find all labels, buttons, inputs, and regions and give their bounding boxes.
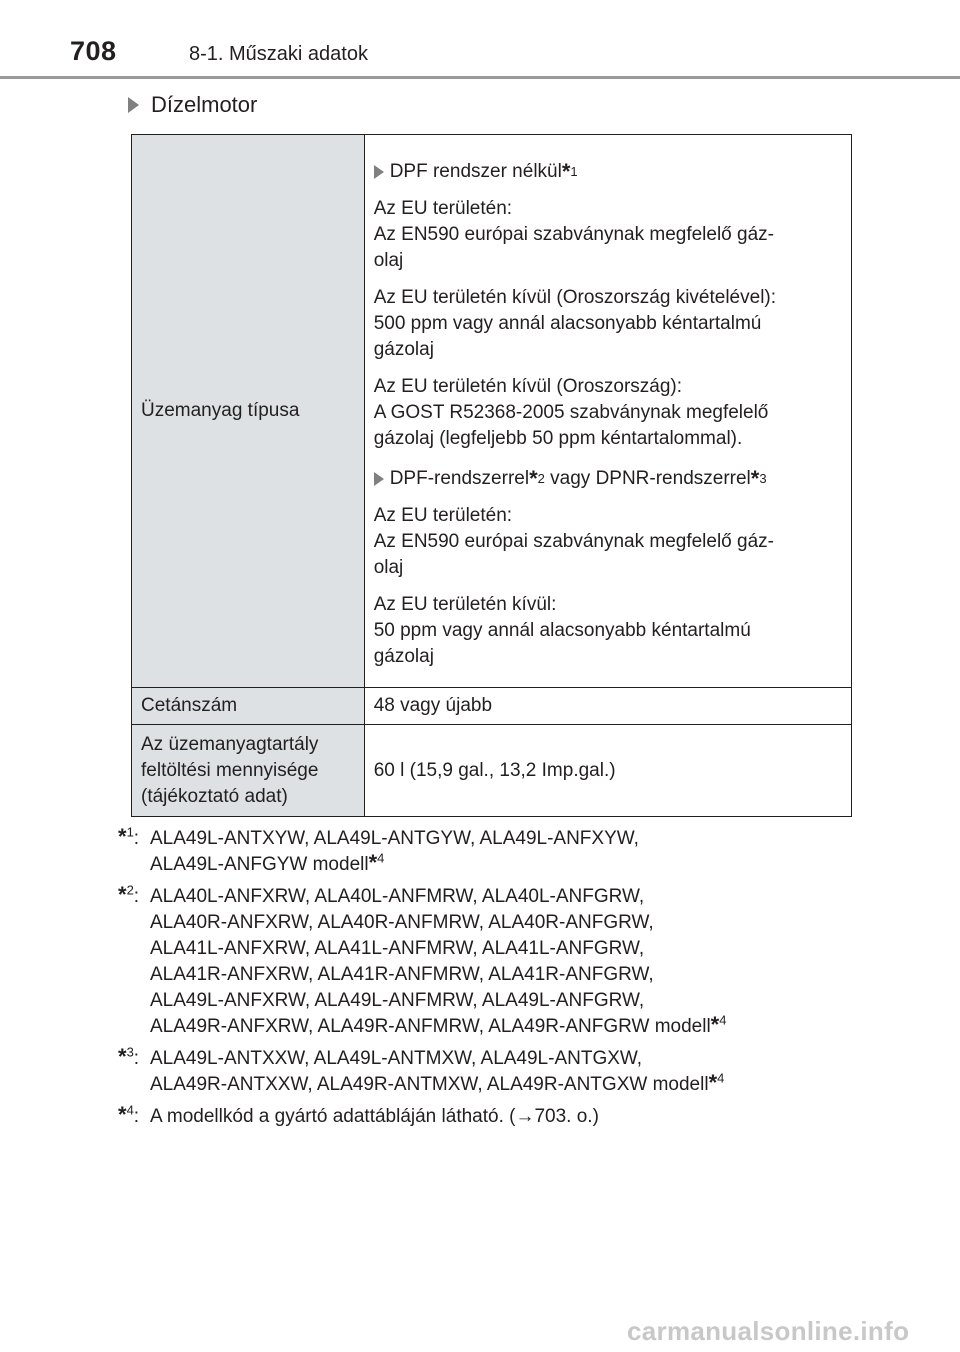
- footnote-4: *$^4$: A modellkód a gyártó adattábláján látható. (→703. o.): [118, 1102, 599, 1127]
- header-divider: [0, 76, 960, 79]
- footnote-3: *$^3$: ALA49L-ANTXXW, ALA49L-ANTMXW, ALA49L-ANTGXW, ALA49R-ANTXXW, ALA49R-ANTMXW, ALA49R-ANTGXW modell*$^4$: [118, 1044, 725, 1095]
- group1-item-3: Az EU területén kívül (Oroszország): A GOST R52368-2005 szabványnak megfelelő gázolaj (legfeljebb 50 ppm kéntartalommal).: [373, 376, 769, 449]
- group1-item-2: Az EU területén kívül (Oroszország kivételével): 500 ppm vagy annál alacsonyabb kéntartalmú gázolaj: [373, 287, 777, 360]
- triangle-bullet-icon: [128, 97, 139, 113]
- fuel-type-value: [364, 135, 851, 688]
- cetane-value: 48 vagy újabb: [364, 688, 851, 725]
- group1-item-1: Az EU területén: Az EN590 európai szabványnak megfelelő gáz- olaj: [373, 198, 774, 271]
- group1-title: DPF rendszer nélkül: [389, 161, 562, 182]
- table-row-cetane: [132, 688, 852, 725]
- group1-heading: DPF rendszer nélkül * 1: [374, 159, 842, 185]
- tank-label: Az üzemanyagtartály feltöltési mennyisége (tájékoztató adat): [132, 725, 365, 817]
- tank-value: 60 l (15,9 gal., 13,2 Imp.gal.): [364, 725, 851, 817]
- table-row-fuel-type: [132, 135, 852, 688]
- group2-item-1: Az EU területén: Az EN590 európai szabványnak megfelelő gáz- olaj: [373, 505, 774, 578]
- group2-heading: DPF-rendszerrel * 2 vagy DPNR-rendszerrel * 3: [374, 466, 842, 492]
- watermark: carmanualsonline.info: [627, 1316, 910, 1346]
- triangle-bullet-icon: [374, 472, 384, 486]
- footnote-2: *$^2$: ALA40L-ANFXRW, ALA40L-ANFMRW, ALA40L-ANFGRW, ALA40R-ANFXRW, ALA40R-ANFMRW, ALA40R-ANFGRW, ALA41L-ANFXRW, ALA41L-ANFMRW, ALA41L-ANFGRW, ALA41R-ANFXRW, ALA41R-ANFMRW, ALA41R-ANFGRW, ALA49L-ANFXRW, ALA49L-ANFMRW, ALA49L-ANFGRW, ALA49R-ANFXRW, ALA49R-ANFMRW, ALA49R-ANFGRW modell*$^4$: [118, 882, 727, 1037]
- group2-item-2: Az EU területén kívül: 50 ppm vagy annál alacsonyabb kéntartalmú gázolaj: [373, 594, 751, 667]
- subheading-text: Dízelmotor: [151, 92, 258, 117]
- page-header: [0, 0, 960, 78]
- page-number: 708: [70, 36, 117, 66]
- section-title: 8-1. Műszaki adatok: [189, 43, 368, 65]
- fuel-type-label: Üzemanyag típusa: [132, 135, 365, 688]
- cetane-label: Cetánszám: [132, 688, 365, 725]
- triangle-bullet-icon: [374, 165, 384, 179]
- footnote-1: *$^1$: ALA49L-ANTXYW, ALA49L-ANTGYW, ALA49L-ANFXYW, ALA49L-ANFGYW modell*$^4$: [118, 824, 639, 875]
- table-row-tank: [132, 725, 852, 817]
- subheading: [128, 92, 257, 118]
- footnotes: [118, 826, 878, 1136]
- spec-table: [131, 134, 852, 817]
